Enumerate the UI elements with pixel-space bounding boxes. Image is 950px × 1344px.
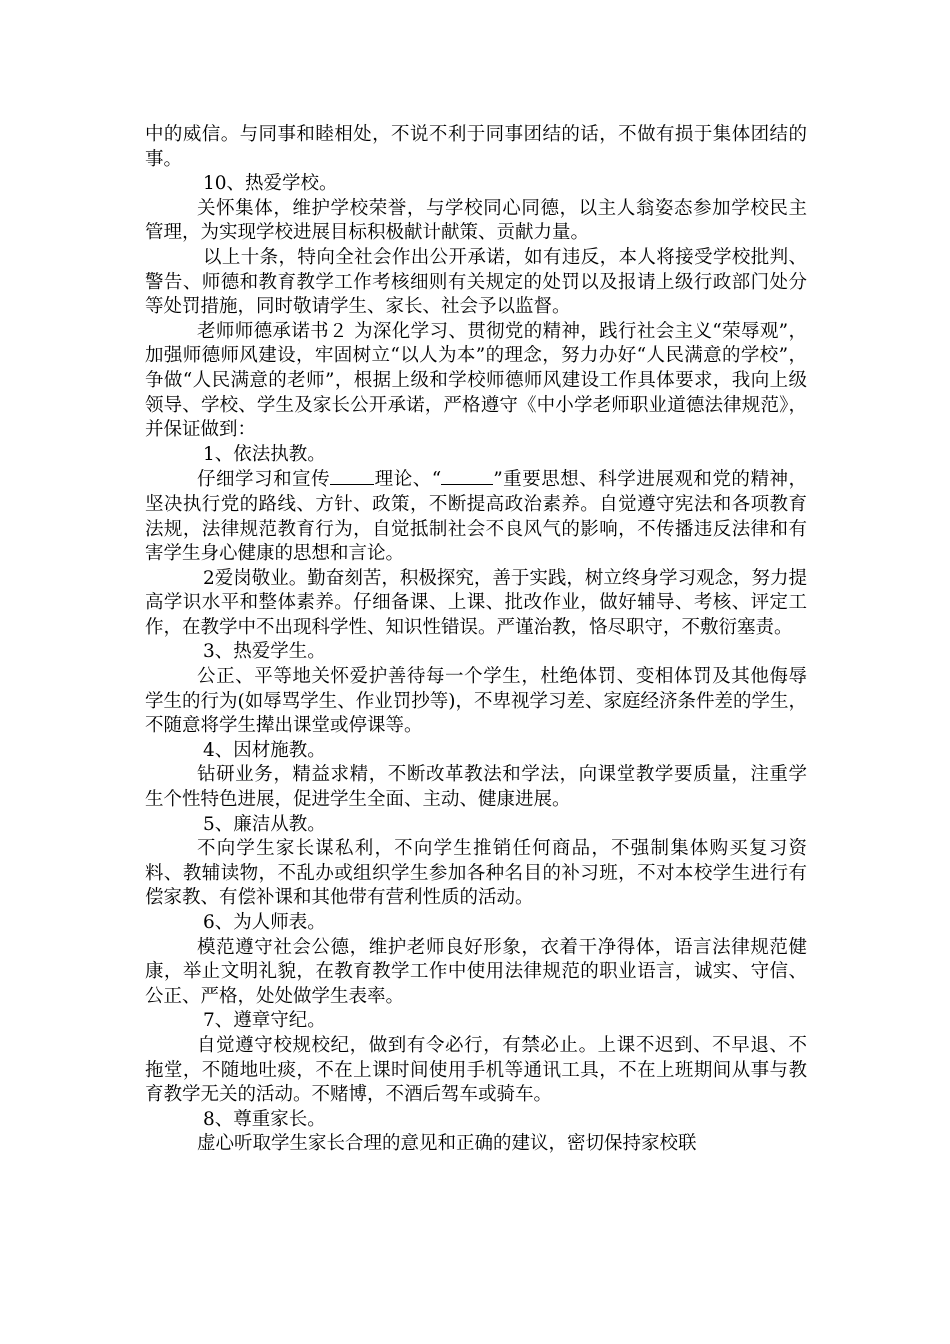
item-heading-8: 8、尊重家长。 [203, 1108, 326, 1130]
paragraph-law-teaching [145, 467, 807, 566]
item-heading-7: 7、遵章守纪。 [203, 1010, 326, 1032]
item-heading-4: 4、因材施教。 [203, 739, 326, 761]
text-segment: 仔细学习和宣传 [197, 469, 331, 491]
document-body [145, 123, 807, 1157]
paragraph-continuation: 中的威信。与同事和睦相处，不说不利于同事团结的话，不做有损于集体团结的事。 [145, 124, 807, 170]
blank-line [330, 467, 374, 485]
paragraph-pledge-2-intro: 老师师德承诺书２ 为深化学习、贯彻党的精神，践行社会主义“荣辱观”，加强师德师风建设，牢固树立“以人为本”的理念，努力办好“人民满意的学校”，争做“人民满意的老师”，根据上级和学校师德师风建设工作具体要求，我向上级领导、学校、学生及家长公开承诺，严格遵守《中小学老师职业道德法律规范》，并保证做到： [145, 320, 807, 441]
paragraph-discipline: 自觉遵守校规校纪，做到有令必行，有禁必止。上课不迟到、不早退、不拖堂，不随地吐痰，不在上课时间使用手机等通讯工具，不在上班期间从事与教育教学无关的活动。不赌博，不酒后驾车或骑车。 [145, 1034, 807, 1106]
item-heading-5: 5、廉洁从教。 [203, 813, 326, 835]
paragraph-dedication: 2爱岗敬业。勤奋刻苦，积极探究，善于实践，树立终身学习观念，努力提高学识水平和整体素养。仔细备课、上课、批改作业，做好辅导、考核、评定工作，在教学中不出现科学性、知识性错误。严谨治教，恪尽职守，不敷衍塞责。 [145, 567, 807, 638]
blank-line [441, 467, 493, 485]
text-segment: 理论、“ [374, 469, 442, 491]
item-heading-10: 10、热爱学校。 [203, 173, 338, 195]
paragraph-love-school: 关怀集体，维护学校荣誉，与学校同心同德，以主人翁姿态参加学校民主管理，为实现学校进展目标积极献计献策、贡献力量。 [145, 197, 807, 244]
paragraph-teaching-aptitude: 钻研业务，精益求精，不断改革教法和学法，向课堂教学要质量，注重学生个性特色进展，促进学生全面、主动、健康进展。 [145, 764, 807, 811]
paragraph-love-students: 公正、平等地关怀爱护善待每一个学生，杜绝体罚、变相体罚及其他侮辱学生的行为(如辱骂学生、作业罚抄等)，不卑视学习差、家庭经济条件差的学生，不随意将学生撵出课堂或停课等。 [145, 666, 807, 737]
paragraph-role-model: 模范遵守社会公德，维护老师良好形象，衣着干净得体，语言法律规范健康，举止文明礼貌，在教育教学工作中使用法律规范的职业语言，诚实、守信、公正、严格，处处做学生表率。 [145, 936, 807, 1007]
paragraph-respect-parents: 虚心听取学生家长合理的意见和正确的建议，密切保持家校联 [197, 1133, 697, 1155]
text-segment: ”重要思想、科学进展观和党的精神，坚决执行党的路线、方针、政策，不断提高政治素养。自觉遵守宪法和各项教育法规，法律规范教育行为，自觉抵制社会不良风气的影响，不传播违反法律和有害学生身心健康的思想和言论。 [145, 469, 807, 565]
item-heading-6: 6、为人师表。 [203, 912, 326, 933]
paragraph-integrity: 不向学生家长谋私利，不向学生推销任何商品，不强制集体购买复习资料、教辅读物，不乱办或组织学生参加各种名目的补习班，不对本校学生进行有偿家教、有偿补课和其他带有营利性质的活动。 [145, 838, 807, 909]
item-heading-1: 1、依法执教。 [203, 443, 326, 465]
item-heading-3: 3、热爱学生。 [203, 641, 326, 663]
paragraph-pledge-summary: 以上十条，特向全社会作出公开承诺，如有违反，本人将接受学校批判、警告、师德和教育教学工作考核细则有关规定的处罚以及报请上级行政部门处分等处罚措施，同时敬请学生、家长、社会予以监督。 [145, 246, 807, 318]
